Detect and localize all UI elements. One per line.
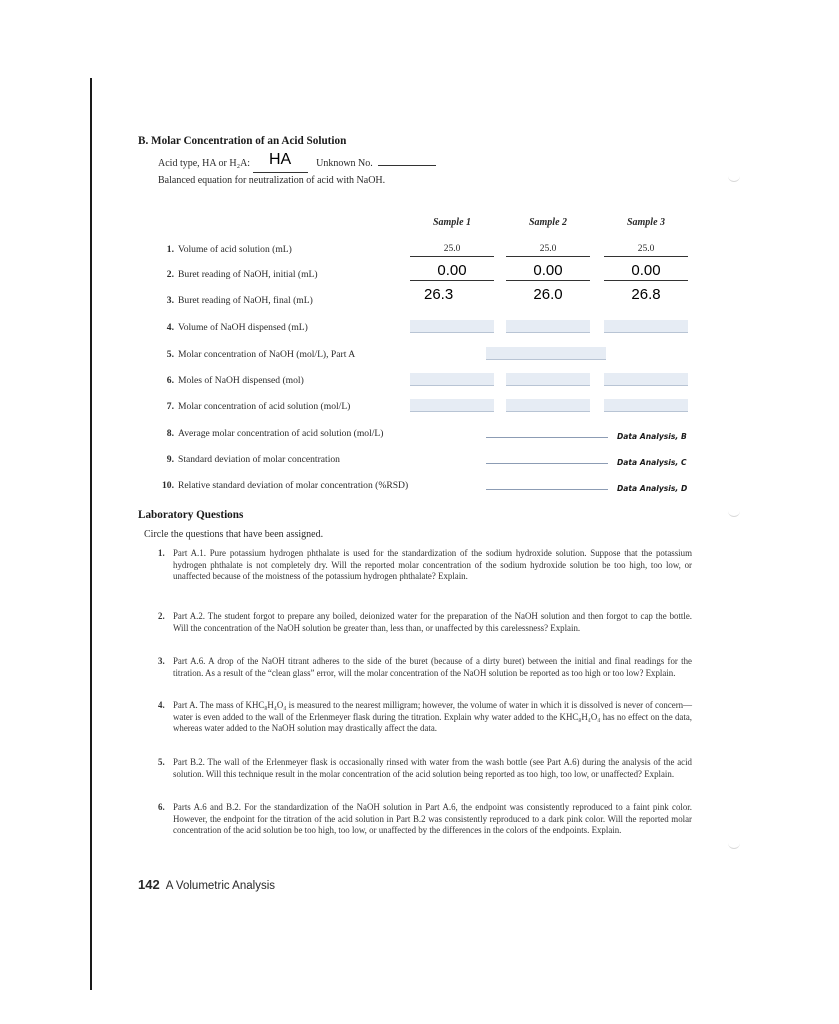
row-molar-naoh [158,349,355,360]
unknown-number-field[interactable] [378,165,436,166]
row-number: 5. [166,349,174,360]
question-number: 4. [158,700,165,710]
page-edge-line [90,78,92,990]
question-1[interactable] [158,548,692,583]
row-volume-naoh [158,322,308,333]
sample-3-header: Sample 3 [626,217,666,228]
question-text: Part A.6. A drop of the NaOH titrant adheres to the side of the buret (because of a dirty buret) between the initial and final readings for the titration. As a result of the “clean glass” error, will the molar concentration of the NaOH solution be reported as too high or too low? Explain. [173,656,692,678]
volume-acid-sample-3[interactable]: 25.0 [604,242,688,257]
row-number: 6. [166,375,174,386]
row-label: Buret reading of NaOH, final (mL) [178,295,313,306]
row-number: 3. [166,295,174,306]
row-std-dev [158,454,340,465]
page-footer [138,877,275,892]
row-label: Relative standard deviation of molar concentration (%RSD) [178,480,409,491]
sample-1-header: Sample 1 [432,217,472,228]
moles-naoh-sample-3-field[interactable] [604,373,688,386]
row-label: Molar concentration of NaOH (mol/L), Part A [178,349,356,360]
molar-acid-sample-2-field[interactable] [506,399,590,412]
scan-mark [728,510,740,517]
molar-naoh-field[interactable] [486,347,606,360]
row-number: 1. [166,244,174,255]
row-label: Volume of acid solution (mL) [178,244,292,255]
std-dev-field[interactable] [486,463,608,464]
buret-initial-sample-2[interactable]: 0.00 [506,263,590,281]
rsd-field[interactable] [486,489,608,490]
moles-naoh-sample-1-field[interactable] [410,373,494,386]
volume-acid-sample-1[interactable]: 25.0 [410,242,494,257]
equation-label: Balanced equation for neutralization of acid with NaOH. [158,175,386,186]
volume-naoh-sample-1-field[interactable] [410,320,494,333]
row-label: Average molar concentration of acid solution (mol/L) [178,428,384,439]
row-label: Molar concentration of acid solution (mol/L) [178,401,351,412]
row-buret-final [158,295,313,306]
question-6[interactable] [158,802,692,837]
question-number: 5. [158,757,165,767]
question-number: 2. [158,611,165,621]
moles-naoh-sample-2-field[interactable] [506,373,590,386]
acid-type-field[interactable] [253,151,308,173]
average-molar-field[interactable] [486,437,608,438]
acid-type-value: HA [268,151,292,168]
volume-naoh-sample-3-field[interactable] [604,320,688,333]
row-number: 8. [166,428,174,439]
question-text: Part A.1. Pure potassium hydrogen phthalate is used for the standardization of the sodium hydroxide solution. Suppose that the potassium hydrogen phthalate is not completely dry. Will the reported molar concentration of the sodium hydroxide solution be too high, too low, or unaffected because of the moistness of the potassium hydrogen phthalate? Explain. [173,548,692,581]
chapter-title: A Volumetric Analysis [165,880,276,892]
question-4[interactable] [158,700,692,735]
molar-acid-sample-3-field[interactable] [604,399,688,412]
lab-questions-instruction: Circle the questions that have been assigned. [144,529,324,540]
buret-final-sample-3[interactable]: 26.8 [631,286,661,303]
buret-final-sample-1[interactable]: 26.3 [424,286,454,303]
section-title: B. Molar Concentration of an Acid Solution [138,135,347,147]
row-rsd [158,480,408,491]
data-analysis-c-note: Data Analysis, C [617,458,687,467]
row-average-molar [158,428,383,439]
volume-acid-sample-2[interactable]: 25.0 [506,242,590,257]
scan-mark [728,175,740,182]
question-2[interactable] [158,611,692,634]
row-label: Volume of NaOH dispensed (mL) [178,322,308,333]
sample-2-header: Sample 2 [528,217,568,228]
row-number: 4. [166,322,174,333]
row-label: Moles of NaOH dispensed (mol) [178,375,304,386]
question-text: Part A. The mass of KHC₈H₄O₄ is measured to the nearest milligram; however, the volume of water in which it is dissolved is never of concern—water is even added to the wall of the Erlenmeyer flask during the titration. Explain why water added to the KHC₈H₄O₄ has no effect on the data, whereas water added to the NaOH solution may drastically affect the data. [173,700,692,733]
buret-initial-sample-3[interactable]: 0.00 [604,263,688,281]
row-moles-naoh [158,375,304,386]
row-molar-acid [158,401,350,412]
row-buret-initial [158,269,318,280]
row-number: 7. [166,401,174,412]
acid-type-row [158,153,436,172]
acid-type-label: Acid type, HA or H₂A: [158,158,251,169]
buret-final-sample-2[interactable]: 26.0 [533,286,563,303]
lab-questions-title: Laboratory Questions [138,509,244,521]
question-text: Part B.2. The wall of the Erlenmeyer flask is occasionally rinsed with water from the wash bottle (see Part A.6) during the analysis of the acid solution. Will this technique result in the molar concentration of the acid solution being reported as too high, too low, or unaffected? Explain. [173,757,692,779]
row-number: 10. [162,480,174,491]
question-5[interactable] [158,757,692,780]
question-text: Part A.2. The student forgot to prepare any boiled, deionized water for the preparation of the NaOH solution and then forgot to cap the bottle. Will the concentration of the NaOH solution be greater than, less than, or unaffected by this carelessness? Explain. [173,611,692,633]
molar-acid-sample-1-field[interactable] [410,399,494,412]
row-number: 2. [166,269,174,280]
row-volume-acid [158,244,292,255]
scan-mark [728,842,740,849]
page-number: 142 [138,877,160,892]
question-3[interactable] [158,656,692,679]
question-number: 3. [158,656,165,666]
question-number: 6. [158,802,165,812]
data-analysis-b-note: Data Analysis, B [617,432,687,441]
row-label: Standard deviation of molar concentration [178,454,340,465]
data-analysis-d-note: Data Analysis, D [617,484,688,493]
row-number: 9. [166,454,174,465]
volume-naoh-sample-2-field[interactable] [506,320,590,333]
unknown-label: Unknown No. [316,158,373,169]
buret-initial-sample-1[interactable]: 0.00 [410,263,494,281]
row-label: Buret reading of NaOH, initial (mL) [178,269,318,280]
question-number: 1. [158,548,165,558]
question-text: Parts A.6 and B.2. For the standardization of the NaOH solution in Part A.6, the endpoint was consistently reproduced to a faint pink color. However, the endpoint for the titration of the acid solution in Part B.2 was consistently reproduced to a dark pink color. Will the reported molar concentration of the acid solution be too high, too low, or unaffected by the differences in the colors of the endpoints. Explain. [173,802,692,835]
